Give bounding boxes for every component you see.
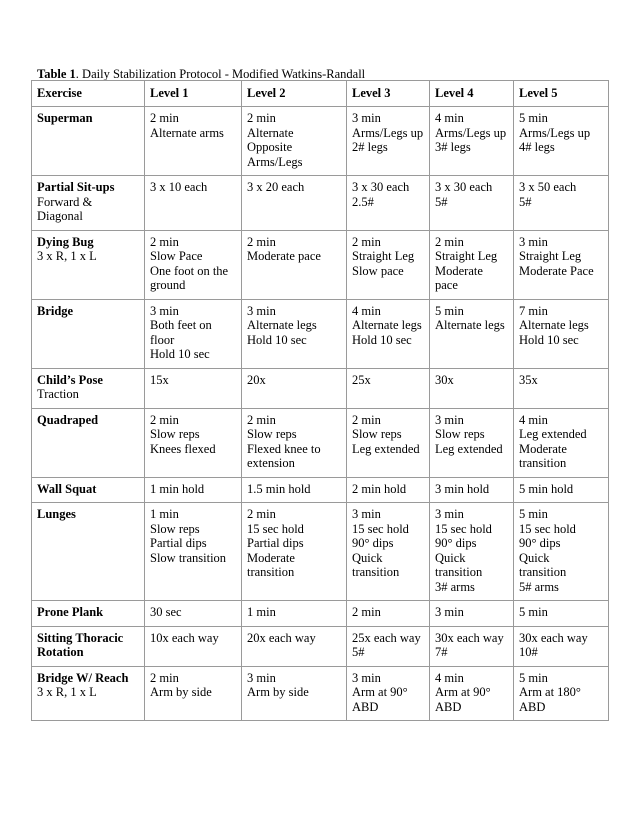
level-1-cell: [145, 107, 242, 176]
cell-line: 5 min: [519, 507, 548, 521]
cell-line: Slow reps: [150, 521, 200, 536]
cell-line: 3 x 10 each: [150, 180, 208, 194]
table-row: [32, 299, 609, 368]
table-body: [32, 107, 609, 721]
level-3-cell: [347, 666, 430, 721]
level-2-cell: [242, 601, 347, 627]
cell-line: 1.5 min hold: [247, 481, 311, 496]
cell-line: 2 min: [435, 234, 464, 249]
cell-line: Moderate Pace: [519, 263, 594, 278]
cell-line: 30 sec: [150, 605, 182, 619]
level-3-cell: [347, 601, 430, 627]
cell-line: Opposite: [247, 140, 293, 154]
cell-line: Leg extended: [519, 427, 587, 441]
cell-line: 4 min: [519, 412, 548, 427]
cell-line: 7#: [435, 645, 448, 659]
level-2-cell: [242, 107, 347, 176]
cell-line: 3 min: [435, 507, 464, 521]
cell-line: Both feet on: [150, 318, 212, 332]
exercise-name: Child’s Pose: [37, 372, 103, 387]
cell-line: 4 min: [435, 670, 464, 685]
cell-line: 15 sec hold: [247, 521, 304, 536]
cell-line: 15x: [150, 372, 169, 387]
cell-line: Alternate legs: [352, 318, 422, 332]
cell-line: 3# legs: [435, 140, 471, 154]
level-2-cell: [242, 503, 347, 601]
cell-line: Slow transition: [150, 550, 227, 565]
cell-line: 2 min: [150, 670, 179, 685]
level-5-cell: [514, 408, 609, 477]
cell-line: Slow pace: [352, 263, 404, 278]
cell-line: Arm by side: [247, 685, 309, 699]
level-5-cell: [514, 626, 609, 666]
exercise-cell: [32, 477, 145, 503]
cell-line: 1 min: [247, 605, 276, 619]
exercise-name: Bridge: [37, 303, 74, 318]
level-5-cell: [514, 176, 609, 231]
cell-line: transition: [352, 565, 400, 579]
cell-line: Knees flexed: [150, 441, 216, 456]
cell-line: extension: [247, 456, 295, 470]
cell-line: 3 min: [519, 234, 548, 249]
cell-line: Hold 10 sec: [352, 332, 412, 347]
cell-line: pace: [435, 278, 458, 292]
level-4-cell: [430, 666, 514, 721]
level-3-cell: [347, 626, 430, 666]
level-5-cell: [514, 601, 609, 627]
header-exercise: Exercise: [32, 81, 145, 107]
exercise-name: Lunges: [37, 507, 76, 521]
cell-line: Straight Leg: [435, 249, 498, 263]
level-3-cell: [347, 408, 430, 477]
cell-line: 2 min: [247, 412, 276, 427]
cell-line: transition: [519, 456, 567, 470]
level-3-cell: [347, 299, 430, 368]
cell-line: 2# legs: [352, 140, 388, 154]
cell-line: Moderate: [435, 263, 483, 278]
cell-line: One foot on the: [150, 263, 229, 278]
cell-line: 3 min: [150, 303, 179, 318]
header-level-2: Level 2: [242, 81, 347, 107]
level-4-cell: [430, 299, 514, 368]
exercise-name: Prone Plank: [37, 605, 104, 619]
table-row: [32, 503, 609, 601]
cell-line: Arms/Legs up: [519, 125, 591, 140]
cell-line: Quick: [435, 550, 466, 565]
cell-line: 10x each way: [150, 630, 219, 645]
level-1-cell: [145, 368, 242, 408]
cell-line: 1 min hold: [150, 481, 205, 496]
exercise-cell: [32, 368, 145, 408]
cell-line: 2 min: [150, 412, 179, 427]
cell-line: 30x: [435, 372, 454, 387]
cell-line: 2 min: [247, 234, 276, 249]
cell-line: 3 min: [435, 605, 464, 619]
cell-line: Slow Pace: [150, 249, 203, 263]
cell-line: 2 min: [247, 111, 276, 125]
cell-line: 2 min: [352, 412, 381, 427]
exercise-name: Sitting Thoracic Rotation: [37, 630, 124, 659]
cell-line: 20x each way: [247, 630, 316, 645]
level-3-cell: [347, 477, 430, 503]
stabilization-protocol-table: [31, 80, 609, 721]
cell-line: 5 min hold: [519, 481, 574, 496]
level-2-cell: [242, 368, 347, 408]
level-1-cell: [145, 666, 242, 721]
exercise-cell: [32, 503, 145, 601]
cell-line: transition: [247, 565, 295, 579]
cell-line: Arm at 90°: [352, 685, 408, 699]
cell-line: 5 min: [519, 605, 548, 619]
level-1-cell: [145, 503, 242, 601]
cell-line: 90° dips: [519, 536, 561, 550]
cell-line: ABD: [435, 699, 462, 714]
cell-line: Alternate legs: [435, 318, 505, 332]
cell-line: floor: [150, 332, 175, 347]
level-2-cell: [242, 477, 347, 503]
cell-line: 25x: [352, 372, 371, 387]
table-row: [32, 230, 609, 299]
cell-line: 4 min: [435, 111, 464, 125]
exercise-cell: [32, 601, 145, 627]
cell-line: Arms/Legs up: [435, 125, 507, 140]
cell-line: Slow reps: [352, 427, 402, 441]
level-5-cell: [514, 503, 609, 601]
level-1-cell: [145, 230, 242, 299]
level-4-cell: [430, 368, 514, 408]
level-5-cell: [514, 230, 609, 299]
level-5-cell: [514, 666, 609, 721]
exercise-cell: [32, 176, 145, 231]
cell-line: Slow reps: [435, 427, 485, 441]
cell-line: Quick: [519, 550, 550, 565]
cell-line: Moderate: [247, 550, 295, 565]
level-1-cell: [145, 299, 242, 368]
cell-line: Quick: [352, 550, 383, 565]
header-level-4: Level 4: [430, 81, 514, 107]
level-2-cell: [242, 626, 347, 666]
level-5-cell: [514, 477, 609, 503]
cell-line: 2 min: [247, 507, 276, 521]
exercise-cell: [32, 299, 145, 368]
table-row: [32, 666, 609, 721]
cell-line: Slow reps: [247, 427, 297, 441]
level-4-cell: [430, 601, 514, 627]
cell-line: Leg extended: [352, 441, 420, 456]
level-1-cell: [145, 626, 242, 666]
exercise-name: Wall Squat: [37, 481, 97, 496]
cell-line: 3 min hold: [435, 481, 490, 496]
level-3-cell: [347, 230, 430, 299]
cell-line: 2 min: [352, 605, 381, 619]
cell-line: Hold 10 sec: [150, 347, 210, 361]
cell-line: Straight Leg: [352, 249, 415, 263]
cell-line: 3 min: [352, 507, 381, 521]
table-row: [32, 626, 609, 666]
cell-line: Leg extended: [435, 441, 503, 456]
exercise-subtext: Diagonal: [37, 209, 83, 223]
level-3-cell: [347, 176, 430, 231]
cell-line: 5#: [352, 645, 365, 659]
level-2-cell: [242, 666, 347, 721]
exercise-name: Dying Bug: [37, 234, 94, 249]
cell-line: 5 min: [519, 670, 548, 685]
header-level-5: Level 5: [514, 81, 609, 107]
level-4-cell: [430, 477, 514, 503]
cell-line: 25x each way: [352, 630, 421, 645]
exercise-cell: [32, 666, 145, 721]
cell-line: 35x: [519, 372, 538, 387]
cell-line: Arm at 90°: [435, 685, 491, 699]
exercise-name: Quadraped: [37, 412, 99, 427]
cell-line: 2 min: [150, 111, 179, 125]
cell-line: 3 x 30 each: [352, 180, 410, 194]
cell-line: 3 min: [247, 670, 276, 685]
level-3-cell: [347, 368, 430, 408]
cell-line: 2.5#: [352, 194, 374, 209]
cell-line: 3 x 20 each: [247, 180, 305, 194]
cell-line: Arms/Legs: [247, 154, 303, 169]
table-row: [32, 477, 609, 503]
level-1-cell: [145, 176, 242, 231]
level-4-cell: [430, 176, 514, 231]
cell-line: 3 min: [247, 303, 276, 318]
level-1-cell: [145, 408, 242, 477]
level-4-cell: [430, 503, 514, 601]
cell-line: Hold 10 sec: [247, 332, 307, 347]
cell-line: ABD: [519, 699, 546, 714]
exercise-name: Partial Sit-ups: [37, 180, 115, 194]
cell-line: Alternate arms: [150, 125, 224, 140]
cell-line: Moderate: [519, 441, 567, 456]
exercise-cell: [32, 408, 145, 477]
cell-line: Alternate legs: [247, 318, 317, 332]
cell-line: 10#: [519, 645, 538, 659]
cell-line: 3 min: [435, 412, 464, 427]
cell-line: Straight Leg: [519, 249, 582, 263]
header-level-3: Level 3: [347, 81, 430, 107]
level-5-cell: [514, 107, 609, 176]
level-4-cell: [430, 408, 514, 477]
level-4-cell: [430, 107, 514, 176]
cell-line: Arm by side: [150, 685, 212, 699]
cell-line: Arm at 180°: [519, 685, 581, 699]
cell-line: 3 x 50 each: [519, 180, 577, 194]
cell-line: Slow reps: [150, 427, 200, 441]
cell-line: Alternate legs: [519, 318, 589, 332]
cell-line: 3# arms: [435, 579, 475, 594]
table-row: [32, 107, 609, 176]
exercise-subtext: Traction: [37, 387, 79, 401]
level-1-cell: [145, 477, 242, 503]
table-row: [32, 368, 609, 408]
table-row: [32, 176, 609, 231]
cell-line: 4 min: [352, 303, 381, 318]
level-1-cell: [145, 601, 242, 627]
cell-line: 15 sec hold: [435, 521, 492, 536]
cell-line: 4# legs: [519, 140, 555, 154]
cell-line: Hold 10 sec: [519, 332, 579, 347]
cell-line: 3 min: [352, 111, 381, 125]
level-5-cell: [514, 368, 609, 408]
cell-line: 5 min: [519, 111, 548, 125]
table-row: [32, 601, 609, 627]
cell-line: 5 min: [435, 303, 464, 318]
cell-line: 15 sec hold: [352, 521, 409, 536]
level-2-cell: [242, 176, 347, 231]
cell-line: 20x: [247, 372, 266, 387]
cell-line: 15 sec hold: [519, 521, 576, 536]
cell-line: Alternate: [247, 125, 294, 140]
cell-line: 90° dips: [352, 536, 394, 550]
cell-line: 3 x 30 each: [435, 180, 493, 194]
level-2-cell: [242, 230, 347, 299]
cell-line: 3 min: [352, 670, 381, 685]
cell-line: Flexed knee to: [247, 441, 321, 456]
table-caption-label: Table 1: [37, 67, 76, 81]
exercise-name: Superman: [37, 111, 93, 125]
cell-line: transition: [519, 565, 567, 579]
level-5-cell: [514, 299, 609, 368]
cell-line: Arms/Legs up: [352, 125, 424, 140]
cell-line: 7 min: [519, 303, 548, 318]
cell-line: ABD: [352, 699, 379, 714]
cell-line: Partial dips: [247, 536, 304, 550]
level-4-cell: [430, 626, 514, 666]
cell-line: 5#: [519, 194, 532, 209]
exercise-name: Bridge W/ Reach: [37, 670, 129, 685]
level-2-cell: [242, 408, 347, 477]
exercise-subtext: 3 x R, 1 x L: [37, 249, 97, 263]
header-level-1: Level 1: [145, 81, 242, 107]
cell-line: Partial dips: [150, 536, 207, 550]
table-caption-text: . Daily Stabilization Protocol - Modified Watkins-Randall: [75, 67, 366, 81]
cell-line: 5# arms: [519, 579, 559, 594]
cell-line: 2 min: [352, 234, 381, 249]
cell-line: 2 min hold: [352, 481, 407, 496]
exercise-subtext: Forward &: [37, 194, 93, 209]
table-header-row: [32, 81, 609, 107]
cell-line: 30x each way: [435, 630, 504, 645]
cell-line: 5#: [435, 194, 448, 209]
cell-line: Moderate pace: [247, 249, 321, 263]
cell-line: 2 min: [150, 234, 179, 249]
cell-line: 1 min: [150, 507, 179, 521]
level-3-cell: [347, 107, 430, 176]
cell-line: 30x each way: [519, 630, 588, 645]
exercise-cell: [32, 107, 145, 176]
level-4-cell: [430, 230, 514, 299]
exercise-subtext: 3 x R, 1 x L: [37, 685, 97, 699]
level-2-cell: [242, 299, 347, 368]
cell-line: ground: [150, 278, 186, 292]
level-3-cell: [347, 503, 430, 601]
exercise-cell: [32, 230, 145, 299]
exercise-cell: [32, 626, 145, 666]
cell-line: transition: [435, 565, 483, 579]
table-row: [32, 408, 609, 477]
cell-line: 90° dips: [435, 536, 477, 550]
